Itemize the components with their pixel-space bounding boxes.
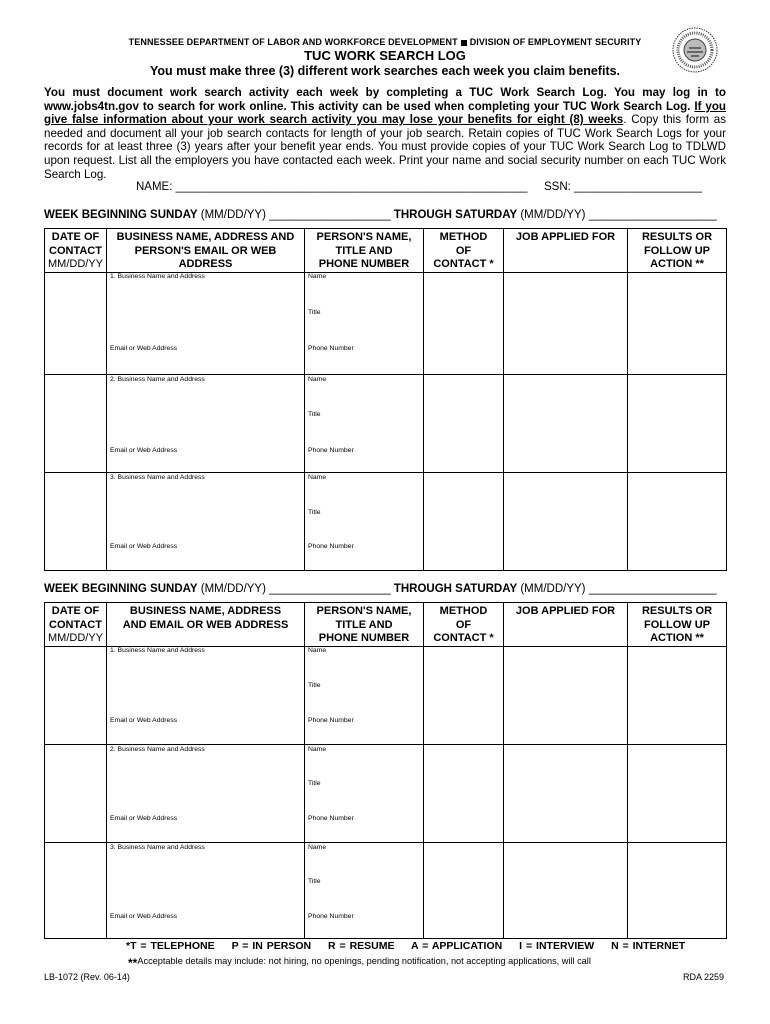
method-legend: [126, 940, 698, 952]
person-cell[interactable]: Name Title Phone Number: [305, 842, 424, 938]
week-begin-field[interactable]: (MM/DD/YY) ___________________: [197, 209, 394, 221]
person-cell[interactable]: Name Title Phone Number: [305, 744, 424, 842]
form-number: LB-1072 (Rev. 06-14): [44, 972, 130, 982]
person-cell[interactable]: Name Title Phone Number: [305, 646, 424, 744]
acceptable-details-note: [128, 956, 591, 970]
results-cell[interactable]: [628, 374, 727, 472]
name-field[interactable]: NAME: _______________________________________________________: [136, 181, 528, 193]
department-header: [0, 37, 770, 47]
division-name: DIVISION OF EMPLOYMENT SECURITY: [469, 37, 642, 47]
job-column-header: JOB APPLIED FOR: [504, 603, 628, 647]
rda-number: RDA 2259: [683, 972, 725, 982]
week-range-2[interactable]: [44, 583, 717, 595]
person-cell[interactable]: Name Title Phone Number: [305, 374, 424, 472]
instructions-lead-2: to search for work online. This activity can be used when completing your TUC Work Search Log.: [138, 99, 695, 113]
week-through-label: THROUGH SATURDAY: [393, 209, 518, 221]
false-info-warning: If you give false information about your work search activity you may lose your benefits for eight (8) weeks: [44, 99, 726, 127]
business-cell[interactable]: 2. Business Name and Address Email or Web Address: [107, 744, 305, 842]
state-seal-icon: [672, 27, 718, 73]
instructions-rest: . Copy this form as needed and document all your job search contacts for length of your job search. Retain copies of TUC Work Search Logs for your records for at least three (3) years after your benefit year ends. You must provide copies of your TUC Work Search Log to TDLWD upon request. List all the employers you have contacted each week. Print your name and social security number on each TUC Work Search Log.: [44, 113, 726, 181]
department-name: TENNESSEE DEPARTMENT OF LABOR AND WORKFORCE DEVELOPMENT: [128, 37, 458, 47]
business-cell[interactable]: 1. Business Name and Address Email or Web Address: [107, 272, 305, 374]
table-row: [45, 744, 727, 842]
table-row: [45, 472, 727, 570]
instructions-paragraph: [44, 86, 726, 181]
method-cell[interactable]: [424, 744, 504, 842]
week-through-field[interactable]: (MM/DD/YY) ____________________: [517, 209, 717, 221]
ssn-field[interactable]: SSN: ____________________: [544, 181, 702, 193]
legend-application: A = APPLICATION: [411, 940, 503, 952]
footnote-stars: **: [128, 956, 138, 970]
work-search-table-2: [44, 602, 727, 939]
table-row: [45, 842, 727, 938]
job-cell[interactable]: [504, 842, 628, 938]
results-cell[interactable]: [628, 842, 727, 938]
legend-in-person: P = IN PERSON: [231, 940, 312, 952]
job-cell[interactable]: [504, 744, 628, 842]
method-cell[interactable]: [424, 272, 504, 374]
date-column-header: DATE OF CONTACT MM/DD/YY: [45, 603, 107, 647]
date-cell[interactable]: [45, 374, 107, 472]
results-cell[interactable]: [628, 272, 727, 374]
job-cell[interactable]: [504, 272, 628, 374]
date-column-header: DATE OF CONTACT MM/DD/YY: [45, 229, 107, 273]
method-cell[interactable]: [424, 646, 504, 744]
business-cell[interactable]: 3. Business Name and Address Email or Web Address: [107, 472, 305, 570]
jobs4tn-link[interactable]: www.jobs4tn.gov: [44, 99, 139, 113]
results-column-header: RESULTS OR FOLLOW UP ACTION **: [628, 229, 727, 273]
job-cell[interactable]: [504, 472, 628, 570]
business-cell[interactable]: 3. Business Name and Address Email or Web Address: [107, 842, 305, 938]
job-column-header: JOB APPLIED FOR: [504, 229, 628, 273]
work-search-table-1: [44, 228, 727, 571]
legend-telephone: *T = TELEPHONE: [126, 940, 215, 952]
legend-resume: R = RESUME: [328, 940, 395, 952]
legend-interview: I = INTERVIEW: [519, 940, 595, 952]
date-cell[interactable]: [45, 744, 107, 842]
method-column-header: METHOD OF CONTACT *: [424, 229, 504, 273]
week-range-1[interactable]: [44, 209, 717, 221]
person-cell[interactable]: Name Title Phone Number: [305, 272, 424, 374]
date-cell[interactable]: [45, 472, 107, 570]
results-column-header: RESULTS OR FOLLOW UP ACTION **: [628, 603, 727, 647]
acceptable-details-text: Acceptable details may include: not hiring, no openings, pending notification, not accepting applications, will call: [137, 956, 591, 966]
date-cell[interactable]: [45, 646, 107, 744]
method-cell[interactable]: [424, 842, 504, 938]
business-column-header: BUSINESS NAME, ADDRESS AND PERSON'S EMAIL OR WEB ADDRESS: [107, 229, 305, 273]
results-cell[interactable]: [628, 646, 727, 744]
week-through-field[interactable]: (MM/DD/YY) ____________________: [517, 583, 717, 595]
results-cell[interactable]: [628, 744, 727, 842]
week-begin-label: WEEK BEGINNING SUNDAY: [44, 209, 198, 221]
method-cell[interactable]: [424, 374, 504, 472]
separator-square-icon: [461, 40, 467, 46]
week-begin-label: WEEK BEGINNING SUNDAY: [44, 583, 198, 595]
table-header-row: [45, 603, 727, 647]
table-row: [45, 272, 727, 374]
table-row: [45, 374, 727, 472]
form-title: TUC WORK SEARCH LOG: [304, 48, 466, 63]
job-cell[interactable]: [504, 646, 628, 744]
job-cell[interactable]: [504, 374, 628, 472]
results-cell[interactable]: [628, 472, 727, 570]
method-column-header: METHOD OF CONTACT *: [424, 603, 504, 647]
instructions-lead: You must document work search activity each week by completing a TUC Work Search Log. You may log in to: [44, 86, 726, 99]
week-begin-field[interactable]: (MM/DD/YY) ___________________: [197, 583, 394, 595]
method-cell[interactable]: [424, 472, 504, 570]
legend-internet: N = INTERNET: [611, 940, 686, 952]
table-header-row: [45, 229, 727, 273]
date-cell[interactable]: [45, 272, 107, 374]
person-column-header: PERSON'S NAME, TITLE AND PHONE NUMBER: [305, 229, 424, 273]
week-through-label: THROUGH SATURDAY: [393, 583, 518, 595]
date-cell[interactable]: [45, 842, 107, 938]
business-cell[interactable]: 2. Business Name and Address Email or Web Address: [107, 374, 305, 472]
person-cell[interactable]: Name Title Phone Number: [305, 472, 424, 570]
table-row: [45, 646, 727, 744]
business-column-header: BUSINESS NAME, ADDRESS AND EMAIL OR WEB ADDRESS: [107, 603, 305, 647]
business-cell[interactable]: 1. Business Name and Address Email or Web Address: [107, 646, 305, 744]
form-subtitle: You must make three (3) different work searches each week you claim benefits.: [149, 64, 621, 78]
person-column-header: PERSON'S NAME, TITLE AND PHONE NUMBER: [305, 603, 424, 647]
